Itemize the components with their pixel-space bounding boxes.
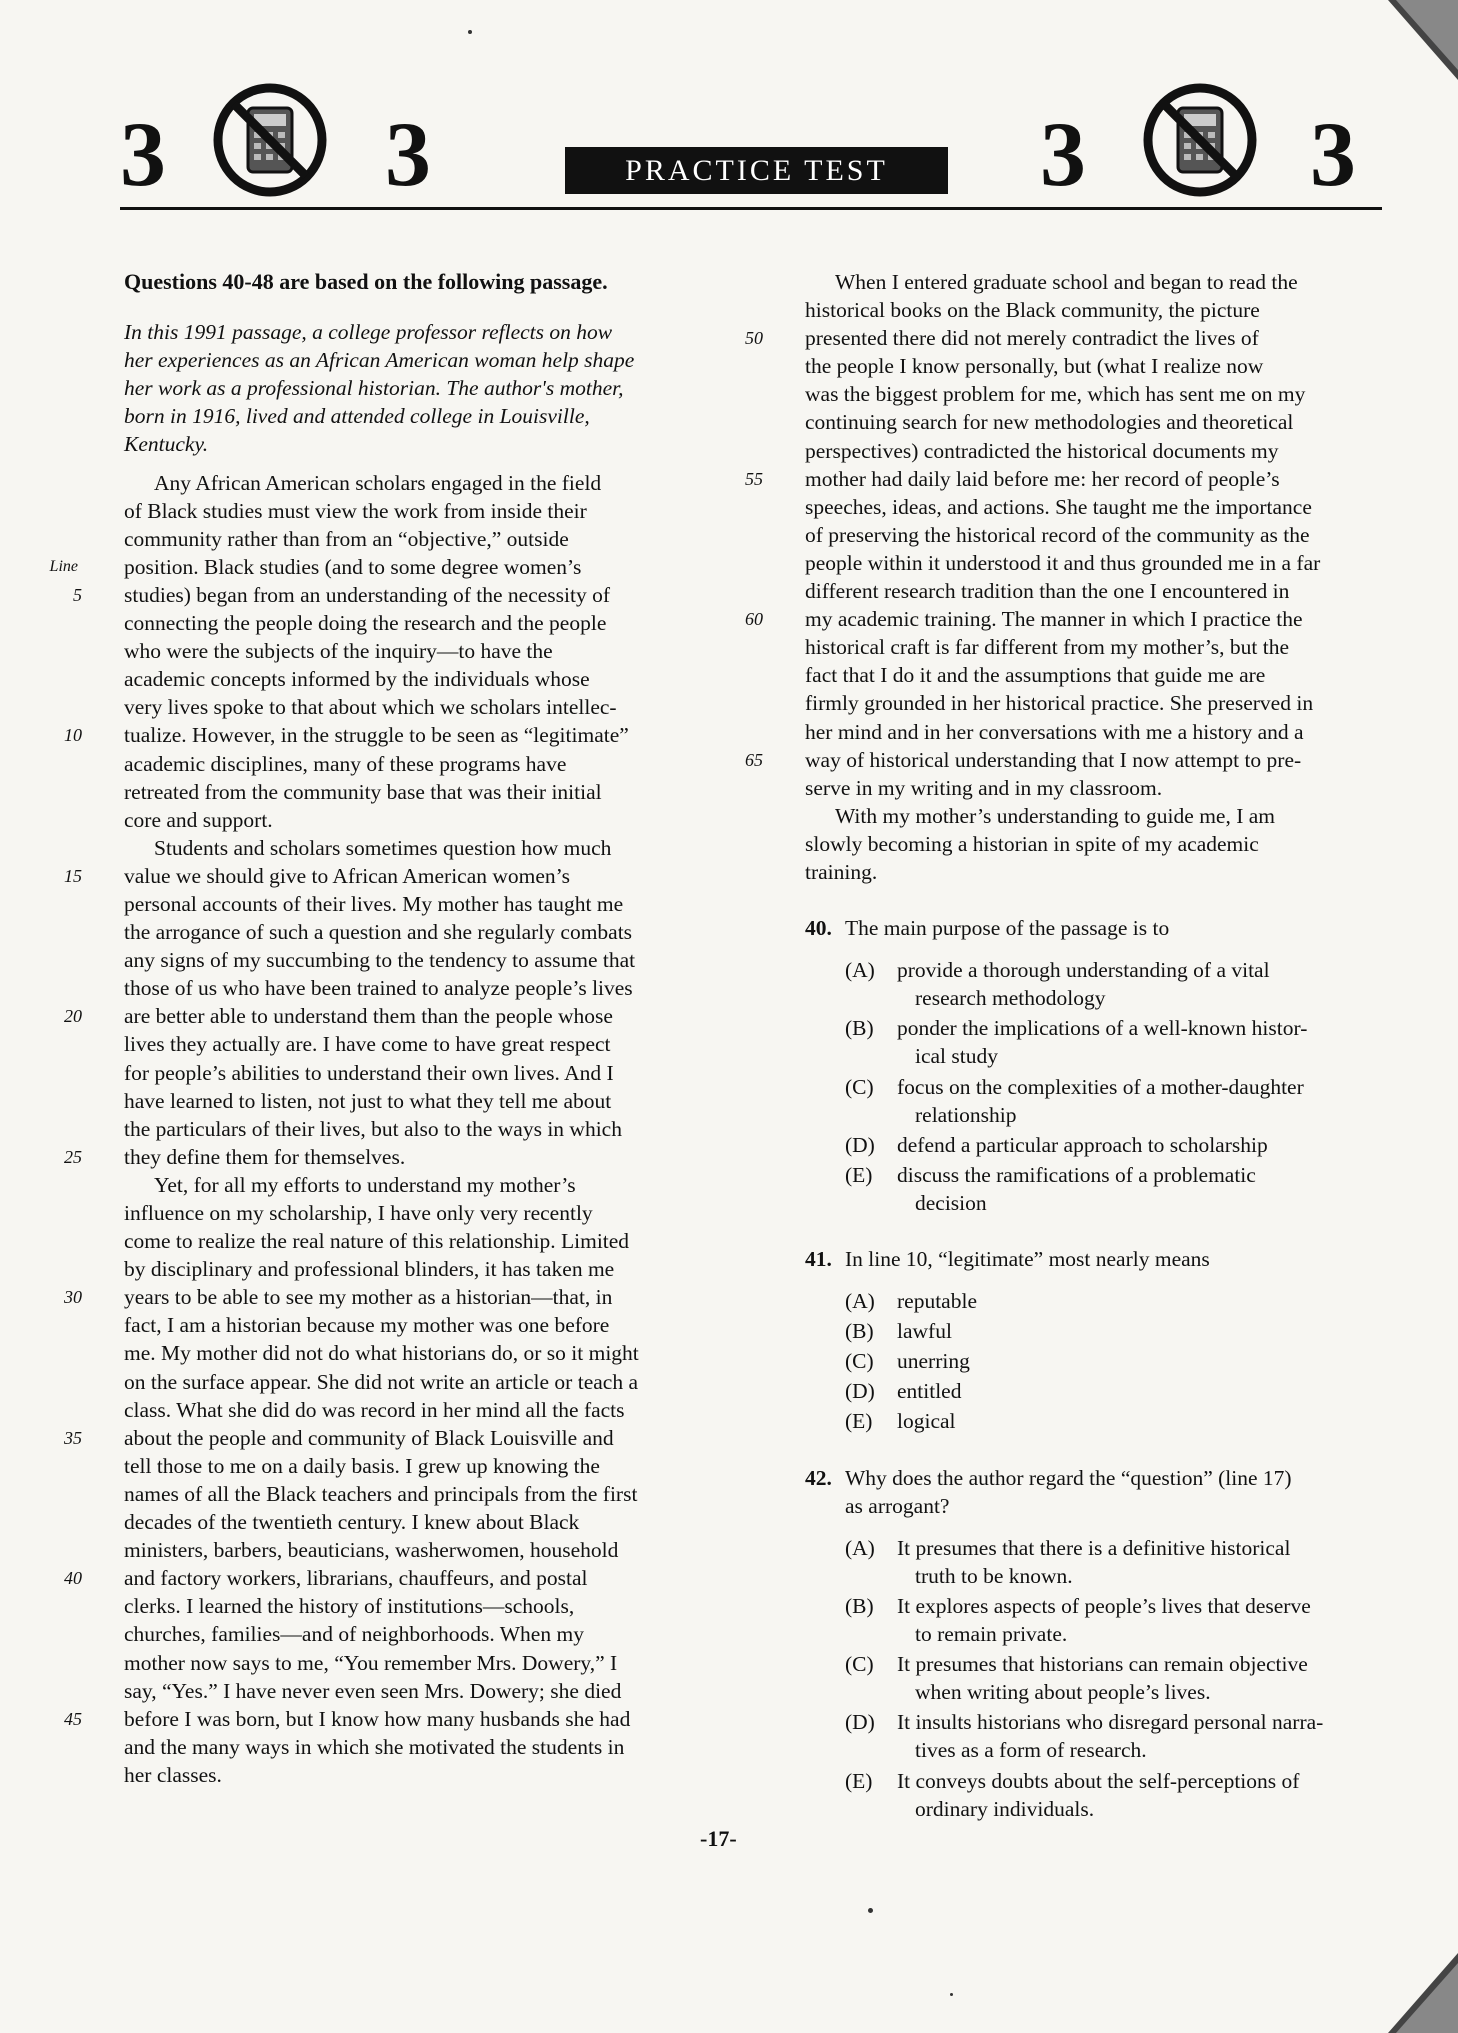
line-number: Line bbox=[49, 557, 78, 575]
passage-line-text: they define them for themselves. bbox=[124, 1144, 406, 1169]
passage-line bbox=[805, 493, 1407, 521]
choice-text bbox=[897, 956, 1407, 1012]
passage-text-right bbox=[745, 268, 1407, 886]
passage-line bbox=[745, 746, 1407, 774]
question-stem-text: as arrogant? bbox=[845, 1493, 950, 1518]
passage-line bbox=[124, 1115, 724, 1143]
answer-choice[interactable] bbox=[805, 1073, 1407, 1129]
passage-line-text: fact that I do it and the assumptions that guide me are bbox=[805, 663, 1266, 688]
choice-text-line: ponder the implications of a well-known histor- bbox=[897, 1016, 1308, 1041]
passage-line bbox=[805, 268, 1407, 296]
passage-line bbox=[805, 718, 1407, 746]
passage-line bbox=[124, 1620, 724, 1648]
passage-line-text: community rather than from an “objective,” outside bbox=[124, 526, 569, 551]
choice-letter: (D) bbox=[845, 1132, 875, 1157]
passage-text-left bbox=[49, 469, 724, 1789]
header-rule bbox=[120, 207, 1382, 210]
passage-line bbox=[64, 1283, 724, 1311]
passage-line bbox=[805, 661, 1407, 689]
passage-line-text: influence on my scholarship, I have only very recently bbox=[124, 1201, 593, 1225]
choice-text-line: decision bbox=[915, 1190, 987, 1215]
choice-letter: (E) bbox=[845, 1768, 873, 1793]
passage-line-text: and the many ways in which she motivated the students in bbox=[124, 1734, 625, 1759]
passage-line-text: historical craft is far different from my mother’s, but the bbox=[805, 635, 1290, 660]
line-number: 50 bbox=[745, 328, 763, 349]
passage-line-text: on the surface appear. She did not write an article or teach a bbox=[124, 1369, 638, 1394]
passage-line bbox=[124, 497, 724, 525]
choice-text-line: truth to be known. bbox=[915, 1563, 1073, 1588]
question-number: 42. bbox=[805, 1465, 832, 1490]
answer-choice[interactable] bbox=[805, 1407, 1407, 1435]
choice-text-line: to remain private. bbox=[915, 1622, 1068, 1647]
passage-line-text: presented there did not merely contradict the lives of bbox=[805, 326, 1259, 351]
passage-line-text: serve in my writing and in my classroom. bbox=[805, 775, 1163, 800]
choice-letter: (C) bbox=[845, 1349, 874, 1374]
passage-line-text: those of us who have been trained to analyze people’s lives bbox=[124, 976, 633, 1001]
line-number: 65 bbox=[745, 749, 763, 770]
choice-text bbox=[897, 1131, 1407, 1159]
passage-line-text: position. Black studies (and to some degree women’s bbox=[124, 554, 582, 579]
choice-text-line: ical study bbox=[915, 1044, 998, 1069]
passage-line-text: With my mother’s understanding to guide me, I am bbox=[835, 803, 1276, 828]
passage-line-text: Any African American scholars engaged in the field bbox=[154, 470, 602, 495]
choice-text bbox=[897, 1073, 1407, 1129]
answer-choice[interactable] bbox=[805, 1767, 1407, 1823]
passage-line bbox=[124, 1311, 724, 1339]
passage-line bbox=[124, 890, 724, 918]
passage-line-text: before I was born, but I know how many husbands she had bbox=[124, 1706, 631, 1731]
passage-line bbox=[124, 469, 724, 497]
passage-line bbox=[745, 465, 1407, 493]
choice-text-line: defend a particular approach to scholarship bbox=[897, 1132, 1268, 1157]
choice-text-line: tives as a form of research. bbox=[915, 1738, 1147, 1763]
choice-letter: (D) bbox=[845, 1710, 875, 1735]
scan-speck bbox=[468, 30, 472, 34]
choice-text bbox=[897, 1287, 1407, 1315]
passage-line bbox=[124, 1059, 724, 1087]
answer-choices bbox=[805, 1287, 1407, 1435]
passage-line bbox=[805, 380, 1407, 408]
passage-line bbox=[124, 1733, 724, 1761]
passage-line-text: Yet, for all my efforts to understand my mother’s bbox=[154, 1172, 576, 1197]
passage-line-text: speeches, ideas, and actions. She taught me the importance bbox=[805, 494, 1312, 519]
passage-line-text: way of historical understanding that I now attempt to pre- bbox=[805, 747, 1302, 772]
choice-text bbox=[897, 1317, 1407, 1345]
passage-line bbox=[124, 1227, 724, 1255]
left-column bbox=[49, 268, 724, 1789]
passage-line-text: personal accounts of their lives. My mother has taught me bbox=[124, 891, 624, 916]
choice-letter: (C) bbox=[845, 1652, 874, 1677]
passage-line bbox=[805, 774, 1407, 802]
passage-line bbox=[805, 408, 1407, 436]
section-number-left: 3 bbox=[120, 103, 166, 205]
scan-speck bbox=[950, 1993, 953, 1996]
answer-choices bbox=[805, 1534, 1407, 1823]
question-41 bbox=[805, 1245, 1407, 1436]
passage-line-text: of Black studies must view the work from inside their bbox=[124, 498, 587, 523]
passage-line-text: firmly grounded in her historical practice. She preserved in bbox=[805, 691, 1314, 716]
choice-text-line: logical bbox=[897, 1409, 956, 1434]
passage-line bbox=[73, 581, 724, 609]
passage-line-text: tell those to me on a daily basis. I grew up knowing the bbox=[124, 1453, 600, 1478]
passage-intro bbox=[124, 318, 724, 458]
choice-text-line: It presumes that historians can remain objective bbox=[897, 1652, 1308, 1677]
passage-line bbox=[805, 437, 1407, 465]
right-column bbox=[745, 268, 1407, 1825]
passage-line-text: and factory workers, librarians, chauffeurs, and postal bbox=[124, 1566, 588, 1591]
passage-line-text: different research tradition than the one I encountered in bbox=[805, 579, 1290, 604]
passage-line-text: continuing search for new methodologies and theoretical bbox=[805, 410, 1294, 435]
passage-line bbox=[124, 1030, 724, 1058]
choice-text bbox=[897, 1161, 1407, 1217]
passage-line bbox=[805, 689, 1407, 717]
line-number: 30 bbox=[64, 1287, 82, 1308]
passage-line bbox=[124, 778, 724, 806]
answer-choice[interactable] bbox=[805, 956, 1407, 1012]
passage-line-text: ministers, barbers, beauticians, washerwomen, household bbox=[124, 1538, 619, 1563]
choice-text-line: relationship bbox=[915, 1102, 1017, 1127]
no-calculator-icon bbox=[1140, 80, 1260, 200]
corner-mark-top-right-icon bbox=[1388, 0, 1458, 80]
passage-line-text: studies) began from an understanding of the necessity of bbox=[124, 582, 611, 607]
passage-line bbox=[124, 1649, 724, 1677]
passage-line bbox=[124, 665, 724, 693]
answer-choice[interactable] bbox=[805, 1161, 1407, 1217]
passage-line-text: the arrogance of such a question and she regularly combats bbox=[124, 920, 633, 945]
question-40 bbox=[805, 914, 1407, 1217]
choice-text bbox=[897, 1592, 1407, 1648]
passage-line bbox=[124, 1508, 724, 1536]
passage-line-text: have learned to listen, not just to what they tell me about bbox=[124, 1088, 612, 1113]
passage-line-text: core and support. bbox=[124, 807, 273, 832]
choice-text bbox=[897, 1347, 1407, 1375]
choice-text-line: It presumes that there is a definitive historical bbox=[897, 1535, 1291, 1560]
passage-line-text: mother had daily laid before me: her record of people’s bbox=[805, 466, 1280, 491]
answer-choice[interactable] bbox=[805, 1131, 1407, 1159]
passage-line-text: connecting the people doing the research and the people bbox=[124, 611, 607, 636]
question-stem-text: Why does the author regard the “question” (line 17) bbox=[845, 1465, 1292, 1490]
passage-line bbox=[124, 1452, 724, 1480]
passage-line bbox=[64, 721, 724, 749]
passage-line bbox=[745, 324, 1407, 352]
passage-line-text: me. My mother did not do what historians do, or so it might bbox=[124, 1341, 639, 1366]
choice-letter: (D) bbox=[845, 1379, 875, 1404]
answer-choice[interactable] bbox=[805, 1014, 1407, 1070]
passage-line bbox=[805, 577, 1407, 605]
passage-line bbox=[124, 525, 724, 553]
answer-choice[interactable] bbox=[805, 1317, 1407, 1345]
answer-choices bbox=[805, 956, 1407, 1217]
choice-text-line: focus on the complexities of a mother-daughter bbox=[897, 1074, 1304, 1099]
passage-line bbox=[124, 1536, 724, 1564]
choice-letter: (A) bbox=[845, 1535, 875, 1560]
choice-letter: (A) bbox=[845, 958, 875, 983]
passage-line bbox=[124, 637, 724, 665]
passage-line-text: who were the subjects of the inquiry—to have the bbox=[124, 639, 553, 664]
no-calculator-icon bbox=[210, 80, 330, 200]
passage-line-text: retreated from the community base that was their initial bbox=[124, 779, 602, 804]
passage-line-text: the people I know personally, but (what I realize now bbox=[805, 354, 1264, 379]
question-stem bbox=[805, 1245, 1407, 1273]
passage-line bbox=[124, 1396, 724, 1424]
passage-line bbox=[124, 974, 724, 1002]
passage-line bbox=[124, 1255, 724, 1283]
choice-text-line: It insults historians who disregard personal narra- bbox=[897, 1710, 1324, 1735]
line-number: 5 bbox=[73, 584, 82, 605]
choice-text bbox=[897, 1014, 1407, 1070]
answer-choice[interactable] bbox=[805, 1534, 1407, 1590]
passage-line-text: about the people and community of Black Louisville and bbox=[124, 1425, 614, 1450]
section-number-right-b: 3 bbox=[1310, 103, 1356, 205]
intro-line: In this 1991 passage, a college professor reflects on how bbox=[124, 320, 613, 345]
passage-line bbox=[805, 633, 1407, 661]
passage-line bbox=[124, 1761, 724, 1789]
passage-line bbox=[124, 1592, 724, 1620]
questions-list bbox=[805, 914, 1407, 1823]
passage-line-text: any signs of my succumbing to the tendency to assume that bbox=[124, 948, 636, 973]
page-header bbox=[120, 80, 1380, 210]
passage-line-text: lives they actually are. I have come to have great respect bbox=[124, 1032, 611, 1057]
choice-text-line: unerring bbox=[897, 1349, 970, 1374]
intro-line: born in 1916, lived and attended college in Louisville, bbox=[124, 404, 590, 429]
passage-line bbox=[124, 1087, 724, 1115]
question-number: 40. bbox=[805, 916, 832, 941]
passage-line-text: decades of the twentieth century. I knew about Black bbox=[124, 1510, 580, 1535]
passage-line bbox=[805, 352, 1407, 380]
passage-line-text: say, “Yes.” I have never even seen Mrs. Dowery; she died bbox=[124, 1678, 622, 1703]
passage-line-text: of preserving the historical record of the community as the bbox=[805, 522, 1310, 547]
answer-choice[interactable] bbox=[805, 1287, 1407, 1315]
choice-text-line: discuss the ramifications of a problematic bbox=[897, 1162, 1256, 1187]
line-number: 25 bbox=[64, 1146, 82, 1167]
passage-line-text: my academic training. The manner in which I practice the bbox=[805, 607, 1303, 632]
passage-line-text: Students and scholars sometimes question how much bbox=[154, 835, 612, 860]
line-number: 45 bbox=[64, 1708, 82, 1729]
passage-line-text: churches, families—and of neighborhoods. When my bbox=[124, 1622, 584, 1647]
passage-line bbox=[124, 1677, 724, 1705]
answer-choice[interactable] bbox=[805, 1377, 1407, 1405]
choice-text-line: It conveys doubts about the self-perceptions of bbox=[897, 1768, 1300, 1793]
passage-line-text: fact, I am a historian because my mother was one before bbox=[124, 1313, 610, 1338]
line-number: 35 bbox=[64, 1427, 82, 1448]
passage-line bbox=[124, 1339, 724, 1367]
question-number: 41. bbox=[805, 1247, 832, 1271]
section-number-right: 3 bbox=[1040, 103, 1086, 205]
passage-line bbox=[124, 693, 724, 721]
choice-text bbox=[897, 1650, 1407, 1706]
answer-choice[interactable] bbox=[805, 1592, 1407, 1648]
passage-line-text: class. What she did do was record in her mind all the facts bbox=[124, 1397, 625, 1422]
intro-line: Kentucky. bbox=[124, 432, 209, 457]
passage-line bbox=[124, 1199, 724, 1227]
choice-letter: (B) bbox=[845, 1016, 874, 1041]
question-42 bbox=[805, 1464, 1407, 1823]
passage-line-text: value we should give to African American women’s bbox=[124, 863, 571, 888]
practice-test-banner: PRACTICE TEST bbox=[565, 147, 948, 194]
passage-line-text: years to be able to see my mother as a historian—that, in bbox=[124, 1285, 613, 1310]
choice-text bbox=[897, 1377, 1407, 1405]
intro-line: her work as a professional historian. The author's mother, bbox=[124, 376, 624, 401]
passage-line-text: historical books on the Black community, the picture bbox=[805, 298, 1260, 323]
choice-letter: (B) bbox=[845, 1319, 874, 1344]
section-number-left-b: 3 bbox=[385, 103, 431, 205]
passage-line-text: by disciplinary and professional blinders, it has taken me bbox=[124, 1257, 615, 1282]
passage-line bbox=[745, 605, 1407, 633]
passage-line-text: academic concepts informed by the individuals whose bbox=[124, 667, 590, 692]
answer-choice[interactable] bbox=[805, 1708, 1407, 1764]
passage-line-text: mother now says to me, “You remember Mrs. Dowery,” I bbox=[124, 1650, 618, 1675]
passage-line bbox=[805, 549, 1407, 577]
choice-letter: (A) bbox=[845, 1289, 875, 1314]
passage-line bbox=[124, 806, 724, 834]
passage-line bbox=[49, 553, 724, 581]
page-number: -17- bbox=[700, 1826, 737, 1851]
passage-line bbox=[805, 296, 1407, 324]
passage-line-text: her mind and in her conversations with me a history and a bbox=[805, 719, 1304, 744]
answer-choice[interactable] bbox=[805, 1347, 1407, 1375]
passage-line-text: very lives spoke to that about which we scholars intellec- bbox=[124, 695, 617, 720]
passage-line-text: academic disciplines, many of these programs have bbox=[124, 751, 567, 776]
passage-line bbox=[124, 1480, 724, 1508]
passage-line-text: training. bbox=[805, 859, 878, 884]
passage-line-text: clerks. I learned the history of institutions—schools, bbox=[124, 1594, 575, 1619]
passage-line bbox=[64, 1143, 724, 1171]
passage-line bbox=[124, 609, 724, 637]
choice-text-line: lawful bbox=[897, 1319, 952, 1344]
choice-text-line: reputable bbox=[897, 1289, 977, 1314]
choice-letter: (E) bbox=[845, 1409, 873, 1434]
passage-line-text: was the biggest problem for me, which has sent me on my bbox=[805, 382, 1306, 407]
intro-line: her experiences as an African American woman help shape bbox=[124, 348, 635, 373]
question-stem bbox=[805, 1464, 1407, 1520]
passage-line-text: come to realize the real nature of this relationship. Limited bbox=[124, 1229, 630, 1254]
passage-line bbox=[805, 521, 1407, 549]
answer-choice[interactable] bbox=[805, 1650, 1407, 1706]
choice-letter: (C) bbox=[845, 1074, 874, 1099]
passage-line-text: people within it understood it and thus grounded me in a far bbox=[805, 550, 1321, 575]
passage-line-text: slowly becoming a historian in spite of my academic bbox=[805, 831, 1259, 856]
questions-heading: Questions 40-48 are based on the following passage. bbox=[124, 269, 608, 294]
passage-line bbox=[124, 1368, 724, 1396]
scan-speck bbox=[868, 1908, 873, 1913]
choice-text bbox=[897, 1767, 1407, 1823]
choice-text bbox=[897, 1407, 1407, 1435]
question-stem-text: In line 10, “legitimate” most nearly means bbox=[845, 1247, 1210, 1271]
passage-line bbox=[64, 1705, 724, 1733]
choice-text-line: It explores aspects of people’s lives that deserve bbox=[897, 1593, 1311, 1618]
choice-text bbox=[897, 1708, 1407, 1764]
choice-letter: (B) bbox=[845, 1593, 874, 1618]
passage-line bbox=[124, 834, 724, 862]
passage-line-text: her classes. bbox=[124, 1762, 222, 1787]
choice-text-line: research methodology bbox=[915, 986, 1106, 1011]
passage-line bbox=[64, 1424, 724, 1452]
passage-line bbox=[64, 1564, 724, 1592]
passage-line bbox=[805, 830, 1407, 858]
choice-letter: (E) bbox=[845, 1162, 873, 1187]
passage-line bbox=[124, 750, 724, 778]
passage-line bbox=[124, 918, 724, 946]
line-number: 15 bbox=[64, 865, 82, 886]
passage-line bbox=[805, 802, 1407, 830]
passage-line-text: perspectives) contradicted the historical documents my bbox=[805, 438, 1279, 463]
passage-line-text: are better able to understand them than the people whose bbox=[124, 1004, 613, 1029]
passage-line-text: names of all the Black teachers and principals from the first bbox=[124, 1481, 638, 1506]
question-stem bbox=[805, 914, 1407, 942]
passage-line-text: the particulars of their lives, but also to the ways in which bbox=[124, 1116, 622, 1141]
choice-text-line: provide a thorough understanding of a vital bbox=[897, 958, 1270, 983]
passage-line bbox=[124, 1171, 724, 1199]
choice-text-line: entitled bbox=[897, 1379, 962, 1404]
line-number: 20 bbox=[64, 1006, 82, 1027]
passage-line bbox=[124, 946, 724, 974]
choice-text-line: when writing about people’s lives. bbox=[915, 1680, 1211, 1705]
passage-line bbox=[805, 858, 1407, 886]
passage-line-text: When I entered graduate school and began to read the bbox=[835, 270, 1298, 294]
line-number: 10 bbox=[64, 725, 82, 746]
passage-line bbox=[64, 1002, 724, 1030]
line-number: 55 bbox=[745, 468, 763, 489]
choice-text-line: ordinary individuals. bbox=[915, 1796, 1095, 1821]
corner-mark-bottom-right-icon bbox=[1388, 1953, 1458, 2033]
passage-line bbox=[64, 862, 724, 890]
question-stem-text: The main purpose of the passage is to bbox=[845, 916, 1170, 941]
choice-text bbox=[897, 1534, 1407, 1590]
line-number: 60 bbox=[745, 609, 763, 630]
passage-line-text: tualize. However, in the struggle to be seen as “legitimate” bbox=[124, 723, 629, 748]
passage-line-text: for people’s abilities to understand their own lives. And I bbox=[124, 1060, 614, 1085]
line-number: 40 bbox=[64, 1568, 82, 1589]
